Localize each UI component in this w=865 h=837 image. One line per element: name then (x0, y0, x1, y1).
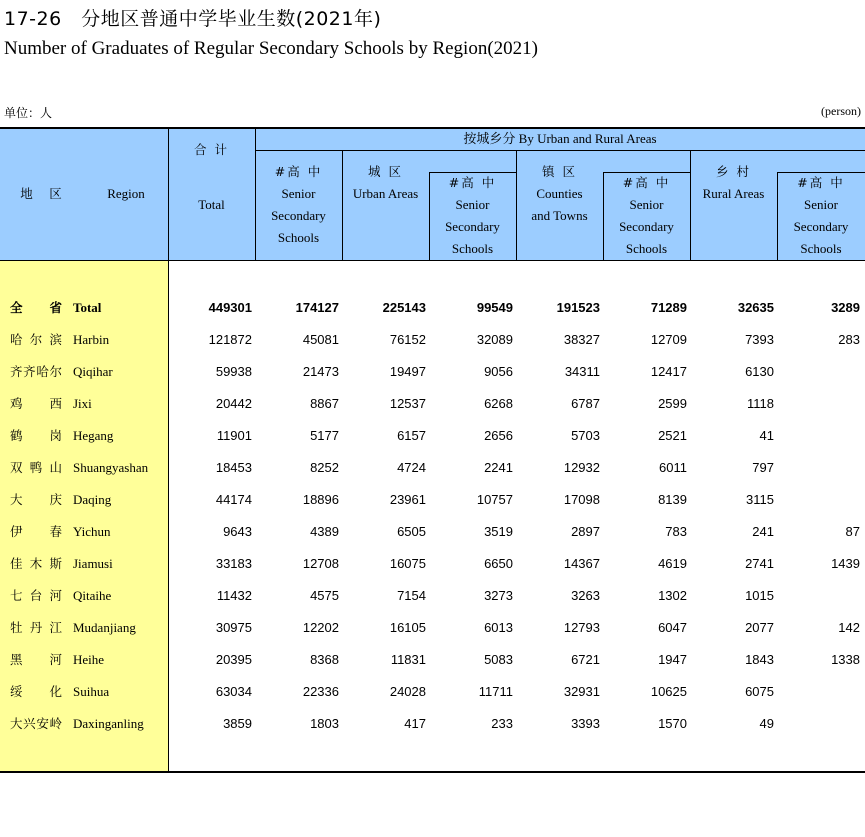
table-cell: 797 (752, 460, 774, 475)
table-cell: 12793 (563, 620, 600, 635)
table-cell: 11711 (478, 684, 513, 699)
table-cell (777, 676, 860, 708)
region-name-cn: 鹤 岗 (10, 428, 62, 443)
table-cell: 2077 (745, 620, 774, 635)
table-cell: 14367 (563, 556, 600, 571)
table-cell: 33183 (215, 556, 252, 571)
table-bottom-rule (0, 771, 865, 773)
table-cell: 6157 (397, 428, 426, 443)
table-cell: 1118 (747, 396, 774, 411)
table-row (0, 676, 865, 708)
table-cell: 41 (759, 428, 774, 443)
table-row (0, 420, 865, 452)
table-cell: 4575 (310, 588, 339, 603)
table-cell: 10625 (650, 684, 687, 699)
table-cell: 174127 (295, 300, 339, 315)
table-cell: 6075 (745, 684, 774, 699)
header-rural: 乡 村 Rural Areas (702, 164, 765, 201)
table-row-total (0, 292, 865, 324)
table-cell: 11901 (216, 428, 252, 443)
table-cell: 22336 (302, 684, 339, 699)
table-cell: 233 (491, 716, 513, 731)
table-cell: 76152 (389, 332, 426, 347)
table-cell: 225143 (382, 300, 426, 315)
table-cell (777, 580, 860, 612)
table-cell: 8867 (310, 396, 339, 411)
table-cell: 21473 (302, 364, 339, 379)
table-cell: 6650 (484, 556, 513, 571)
table-cell: 23961 (389, 492, 426, 507)
table-cell: 44174 (215, 492, 252, 507)
region-name-en: Jixi (73, 396, 92, 411)
table-cell: 5703 (571, 428, 600, 443)
table-cell: 8252 (310, 460, 339, 475)
table-row (0, 708, 865, 740)
table-cell: 19497 (389, 364, 426, 379)
table-cell: 99549 (476, 300, 513, 315)
region-name-en: Yichun (73, 524, 111, 539)
table-cell: 1439 (831, 556, 860, 571)
table-cell: 12708 (302, 556, 339, 571)
region-name-cn: 佳木斯 (10, 556, 62, 571)
table-cell: 11831 (390, 652, 426, 667)
region-name-en: Harbin (73, 332, 110, 347)
table-cell: 6505 (397, 524, 426, 539)
table-cell: 3273 (484, 588, 513, 603)
header-senior-total: #高 中 Senior Secondary Schools (271, 164, 326, 245)
header-rural-senior: #高 中 Senior Secondary Schools (793, 175, 849, 256)
table-cell: 11432 (216, 588, 252, 603)
header-total-en: Total (198, 197, 225, 212)
region-name-cn: 大 庆 (10, 492, 62, 507)
table-row (0, 644, 865, 676)
table-cell: 6013 (484, 620, 513, 635)
region-name-en: Qitaihe (73, 588, 112, 603)
table-cell: 12709 (650, 332, 687, 347)
table-cell (777, 388, 860, 420)
table-cell: 3859 (223, 716, 252, 731)
table-cell (777, 420, 860, 452)
table-cell: 8139 (658, 492, 687, 507)
table-cell: 142 (838, 620, 860, 635)
table-cell: 2241 (484, 460, 513, 475)
table-cell: 30975 (215, 620, 252, 635)
table-row (0, 580, 865, 612)
table-cell: 5083 (484, 652, 513, 667)
table-cell: 4724 (397, 460, 426, 475)
table-cell: 63034 (215, 684, 252, 699)
table-cell: 8368 (310, 652, 339, 667)
table-cell: 6721 (571, 652, 600, 667)
table-cell: 9643 (223, 524, 252, 539)
table-row (0, 516, 865, 548)
table-cell: 3519 (484, 524, 513, 539)
table-cell: 6047 (658, 620, 687, 635)
region-name-cn: 牡丹江 (10, 620, 62, 635)
table-cell: 241 (752, 524, 774, 539)
region-name-en: Heihe (73, 652, 105, 667)
table-cell (777, 484, 860, 516)
table-cell: 16075 (389, 556, 426, 571)
table-cell: 4389 (310, 524, 339, 539)
header-counties: 镇 区 Counties and Towns (531, 164, 588, 223)
table-cell: 3263 (571, 588, 600, 603)
region-name-cn: 哈尔滨 (10, 332, 62, 347)
table-cell: 2656 (484, 428, 513, 443)
region-name-cn: 大兴安岭 (10, 716, 62, 731)
table-cell: 1302 (658, 588, 687, 603)
table-cell: 17098 (563, 492, 600, 507)
region-name-en: Daqing (73, 492, 112, 507)
table-cell (777, 452, 860, 484)
table-cell: 87 (845, 524, 860, 539)
header-urban: 城 区 Urban Areas (352, 164, 419, 201)
table-cell: 18896 (302, 492, 339, 507)
table-cell: 18453 (215, 460, 252, 475)
table-cell: 3115 (746, 492, 774, 507)
table-cell: 6011 (659, 460, 687, 475)
table-cell: 5177 (310, 428, 339, 443)
table-cell: 4619 (658, 556, 687, 571)
table-row (0, 356, 865, 388)
region-name-cn: 黑 河 (10, 652, 62, 667)
region-name-en: Daxinganling (73, 716, 144, 731)
header-region-en: Region (107, 186, 145, 201)
table-cell: 10757 (476, 492, 513, 507)
region-name-cn: 伊 春 (10, 524, 62, 539)
header-bottom-rule (0, 260, 865, 261)
header-region-cn: 地 区 (20, 186, 64, 201)
region-name-cn: 齐齐哈尔 (10, 364, 62, 379)
table-cell: 283 (838, 332, 860, 347)
table-title-en: Number of Graduates of Regular Secondary Schools by Region(2021) (4, 38, 538, 59)
table-cell: 121872 (208, 332, 252, 347)
table-cell: 2599 (658, 396, 687, 411)
region-name-cn: 双鸭山 (10, 460, 62, 475)
region-name-cn: 鸡 西 (10, 396, 62, 411)
region-name-en: Total (73, 300, 102, 315)
area-header-rule (255, 150, 865, 151)
unit-label-cn: 单位：人 (4, 106, 53, 120)
table-cell: 1570 (658, 716, 687, 731)
table-cell: 1803 (310, 716, 339, 731)
table-cell: 24028 (389, 684, 426, 699)
header-by-area: 按城乡分 By Urban and Rural Areas (463, 131, 657, 146)
header-total-cn: 合 计 (194, 142, 229, 157)
table-cell (777, 356, 860, 388)
table-cell: 1015 (745, 588, 774, 603)
region-name-cn: 全 省 (10, 300, 62, 315)
table-cell: 2897 (571, 524, 600, 539)
table-title-cn: 17-26 分地区普通中学毕业生数(2021年) (4, 8, 382, 30)
table-cell: 9056 (484, 364, 513, 379)
table-cell: 2521 (658, 428, 687, 443)
region-name-en: Jiamusi (73, 556, 113, 571)
table-cell: 12202 (302, 620, 339, 635)
table-cell: 71289 (650, 300, 687, 315)
table-cell: 6787 (571, 396, 600, 411)
table-cell: 417 (404, 716, 426, 731)
table-cell: 45081 (302, 332, 339, 347)
table-cell: 49 (759, 716, 774, 731)
header-urban-senior: #高 中 Senior Secondary Schools (445, 175, 500, 256)
table-cell: 449301 (208, 300, 252, 315)
table-row (0, 484, 865, 516)
table-cell: 1843 (745, 652, 774, 667)
table-cell: 6268 (484, 396, 513, 411)
table-cell: 38327 (563, 332, 600, 347)
table-row (0, 612, 865, 644)
region-name-en: Shuangyashan (73, 460, 149, 475)
table-cell: 3289 (831, 300, 860, 315)
table-cell: 32635 (737, 300, 774, 315)
table-cell: 12537 (389, 396, 426, 411)
table-row (0, 548, 865, 580)
table-cell: 59938 (215, 364, 252, 379)
unit-label-en: (person) (821, 104, 861, 118)
table-cell: 1338 (831, 652, 860, 667)
region-name-cn: 七台河 (10, 588, 62, 603)
table-cell (777, 708, 860, 740)
table-cell: 3393 (571, 716, 600, 731)
table-row (0, 452, 865, 484)
table-cell: 16105 (389, 620, 426, 635)
table-cell: 34311 (564, 364, 600, 379)
table-cell: 191523 (556, 300, 600, 315)
table-cell: 2741 (745, 556, 774, 571)
table-row (0, 388, 865, 420)
region-name-en: Suihua (73, 684, 110, 699)
table-cell: 7154 (397, 588, 426, 603)
table-cell: 12417 (650, 364, 687, 379)
table-cell: 7393 (745, 332, 774, 347)
region-name-en: Qiqihar (73, 364, 113, 379)
header-counties-senior: #高 中 Senior Secondary Schools (619, 175, 674, 256)
table-cell: 20395 (215, 652, 252, 667)
table-cell: 783 (665, 524, 687, 539)
table-cell: 12932 (563, 460, 600, 475)
table-cell: 6130 (745, 364, 774, 379)
table-cell: 32089 (476, 332, 513, 347)
region-name-en: Mudanjiang (73, 620, 136, 635)
table-cell: 32931 (563, 684, 600, 699)
region-name-en: Hegang (73, 428, 114, 443)
region-name-cn: 绥 化 (10, 684, 62, 699)
table-row (0, 324, 865, 356)
table-cell: 20442 (215, 396, 252, 411)
table-cell: 1947 (658, 652, 687, 667)
